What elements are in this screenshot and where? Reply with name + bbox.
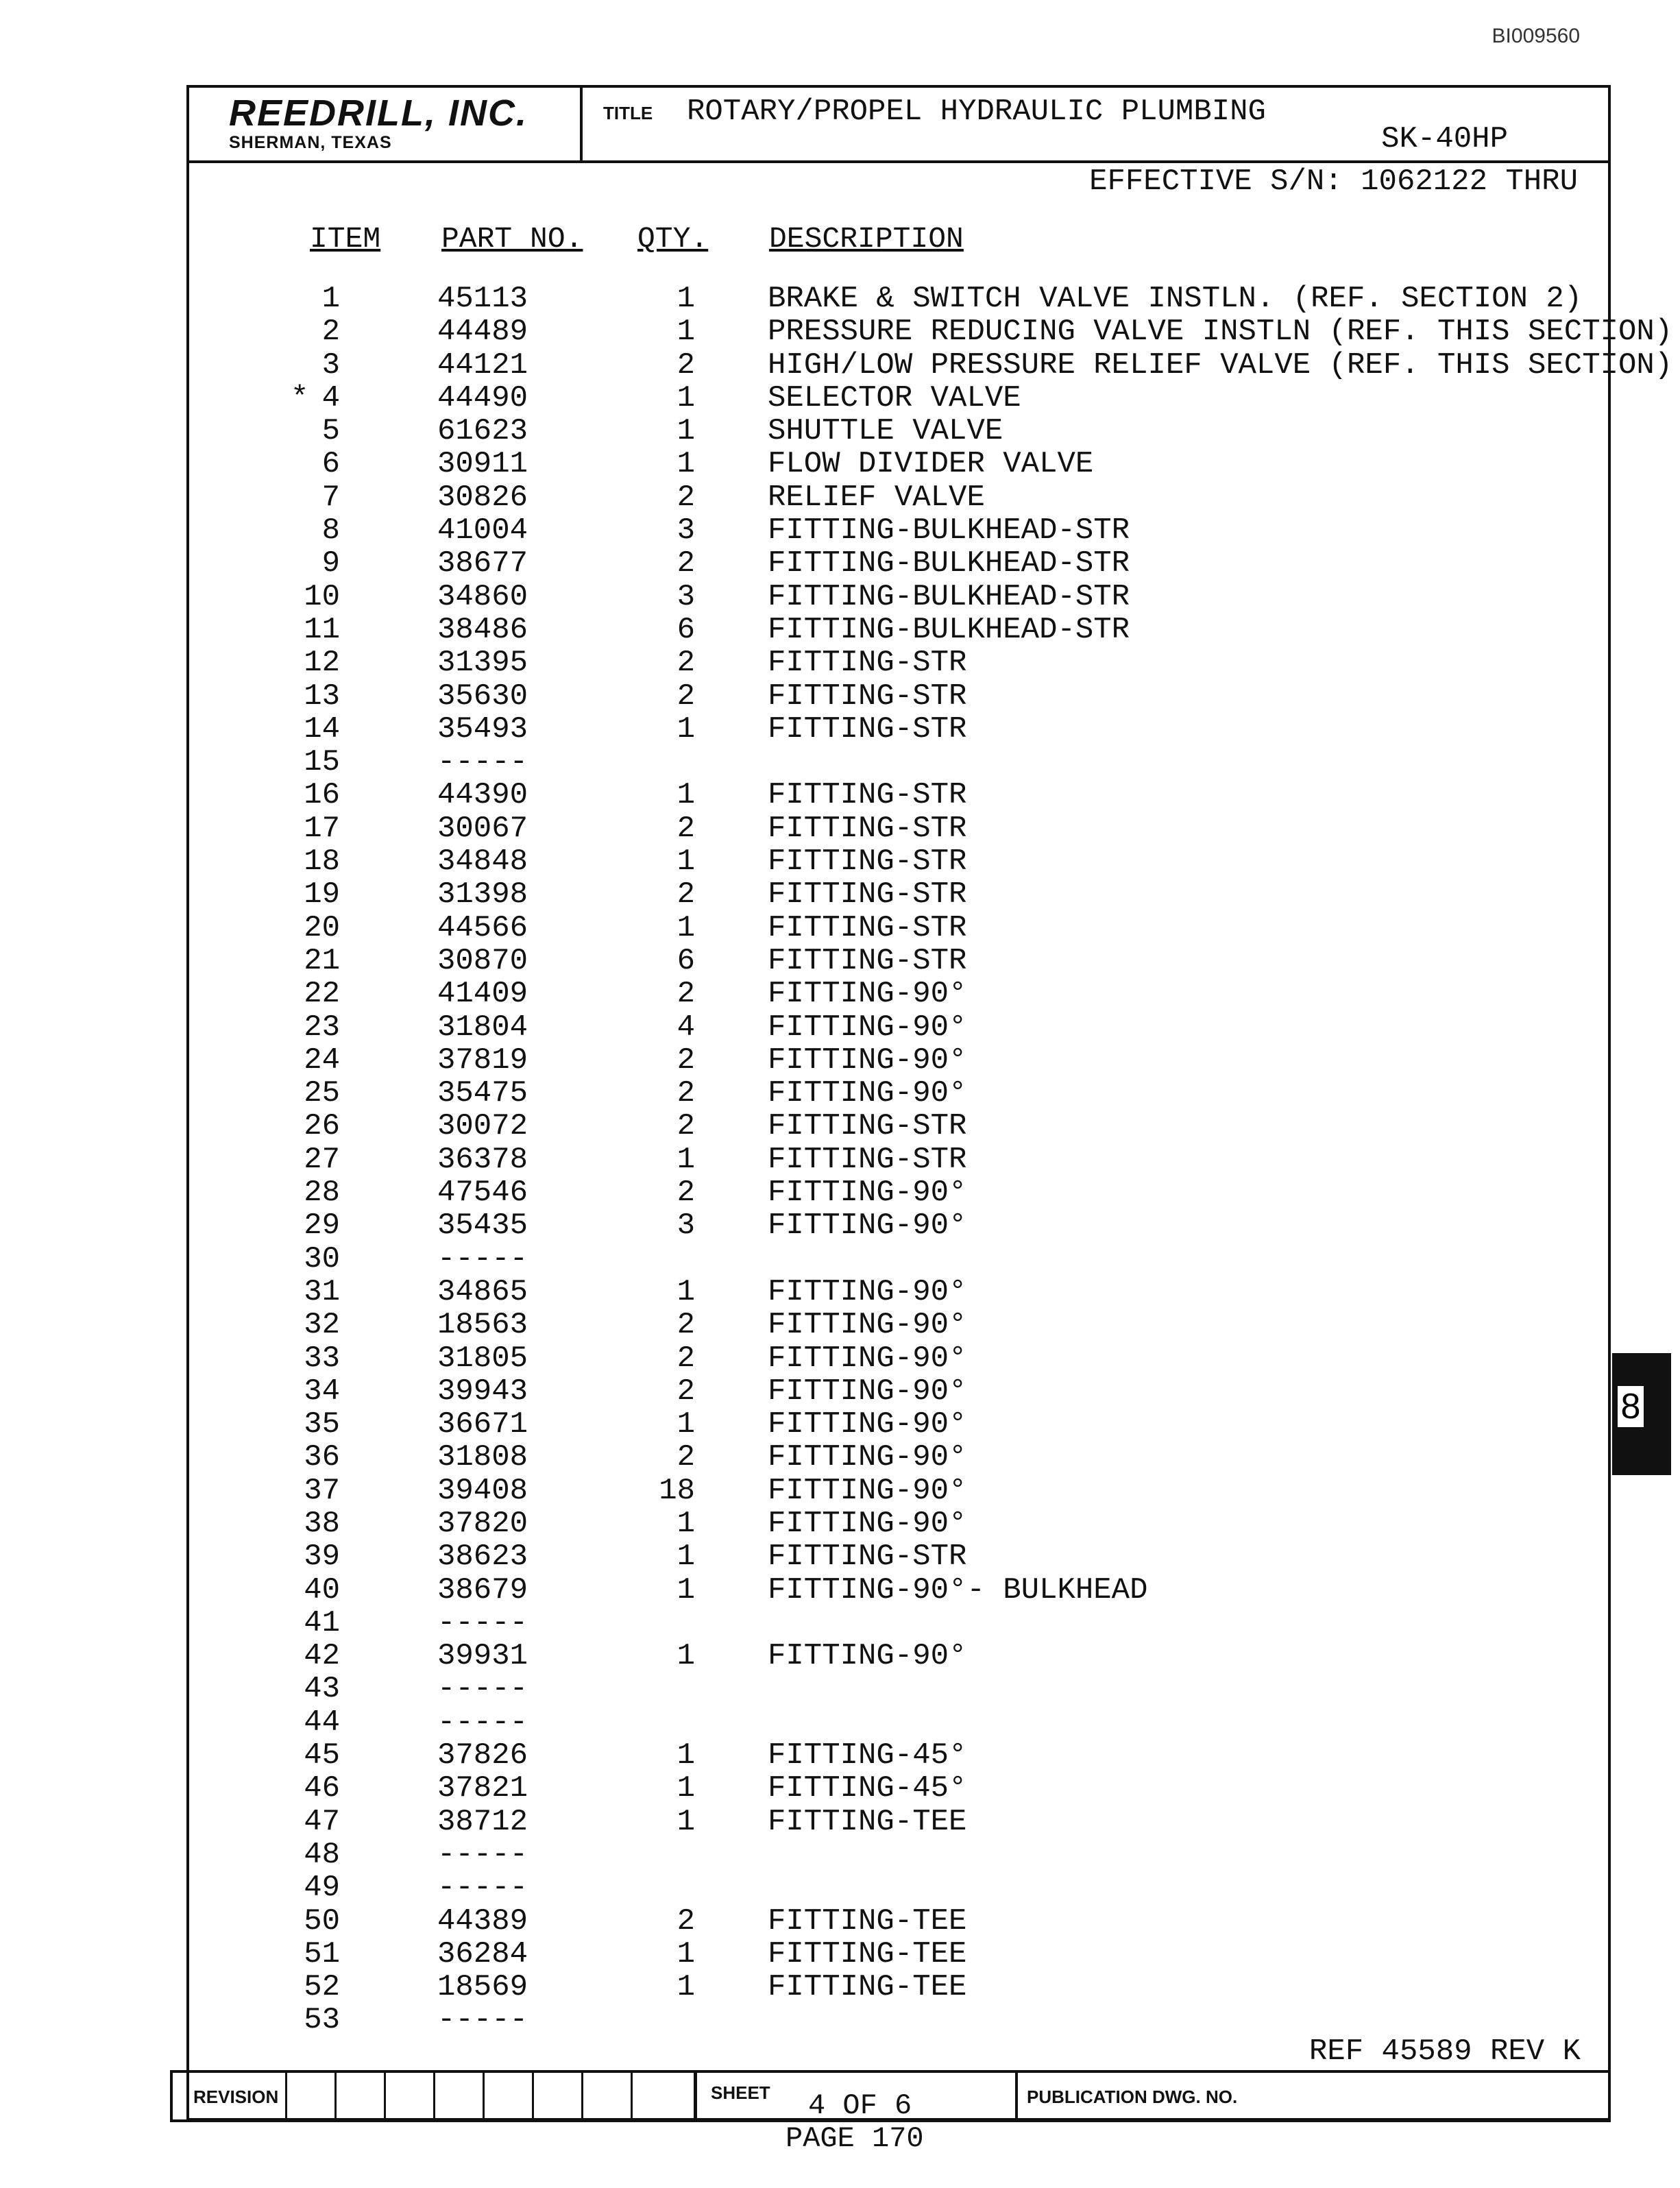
description: BRAKE & SWITCH VALVE INSTLN. (REF. SECTION 2) <box>768 282 1583 316</box>
quantity: 1 <box>677 1970 695 2005</box>
item-number: 23 <box>304 1010 340 1045</box>
table-row <box>189 945 1608 977</box>
description: FITTING-90° <box>768 977 967 1012</box>
part-number: 44490 <box>437 380 528 415</box>
quantity: 1 <box>677 1936 695 1971</box>
table-row <box>189 812 1608 845</box>
part-number: 35475 <box>437 1076 528 1111</box>
quantity: 3 <box>677 579 695 614</box>
part-number: 41004 <box>437 513 528 548</box>
sheet-box <box>694 2073 1018 2122</box>
table-row <box>189 1243 1608 1276</box>
part-number: 37819 <box>437 1043 528 1078</box>
description: FITTING-90° <box>768 1076 967 1111</box>
table-row <box>189 613 1608 646</box>
revision-cell <box>384 2073 435 2119</box>
parts-list-frame <box>186 85 1673 2121</box>
part-number: 18569 <box>437 1970 528 2005</box>
part-number: 37821 <box>437 1771 528 1806</box>
part-number: 45113 <box>437 282 528 316</box>
table-row <box>189 1540 1608 1573</box>
footer-block <box>170 2070 1611 2122</box>
item-number: 38 <box>304 1506 340 1541</box>
quantity: 2 <box>677 546 695 581</box>
table-row <box>189 382 1608 415</box>
table-row <box>189 1077 1608 1110</box>
revision-cell <box>285 2073 337 2119</box>
description: FITTING-45° <box>768 1738 967 1773</box>
item-number: 40 <box>304 1572 340 1607</box>
page-number: PAGE 170 <box>786 2122 924 2155</box>
part-number: 35630 <box>437 679 528 714</box>
quantity: 1 <box>677 1274 695 1309</box>
part-number: 30072 <box>437 1109 528 1144</box>
description: FITTING-TEE <box>768 1804 967 1839</box>
table-row <box>189 713 1608 746</box>
table-row <box>189 845 1608 878</box>
item-number: 52 <box>304 1970 340 2005</box>
item-number: 5 <box>321 414 340 449</box>
item-number: 25 <box>304 1076 340 1111</box>
quantity: 2 <box>677 1176 695 1211</box>
part-number: ----- <box>437 1241 528 1276</box>
item-number: 43 <box>304 1672 340 1707</box>
part-number: 37820 <box>437 1506 528 1541</box>
quantity: 1 <box>677 1506 695 1541</box>
quantity: 1 <box>677 414 695 449</box>
quantity: 18 <box>659 1473 695 1508</box>
table-row <box>189 1408 1608 1441</box>
part-number: 31808 <box>437 1440 528 1475</box>
item-number: 42 <box>304 1639 340 1674</box>
description: FITTING-90° <box>768 1043 967 1078</box>
quantity: 1 <box>677 1771 695 1806</box>
quantity: 2 <box>677 679 695 714</box>
table-row <box>189 746 1608 779</box>
part-number: 38486 <box>437 612 528 647</box>
table-row <box>189 348 1673 382</box>
revision-label: REVISION <box>193 2087 279 2107</box>
part-number: 38712 <box>437 1804 528 1839</box>
table-row <box>189 1441 1608 1474</box>
quantity: 2 <box>677 1440 695 1475</box>
description: FITTING-STR <box>768 910 967 945</box>
description: FITTING-90° <box>768 1440 967 1475</box>
table-row <box>189 1044 1608 1077</box>
quantity: 6 <box>677 943 695 978</box>
part-number: 38677 <box>437 546 528 581</box>
part-number: 44390 <box>437 778 528 813</box>
description: SHUTTLE VALVE <box>768 414 1003 449</box>
table-row <box>189 1143 1608 1176</box>
item-number: 13 <box>304 679 340 714</box>
quantity: 1 <box>677 844 695 879</box>
quantity: 1 <box>677 1804 695 1839</box>
effective-serial: EFFECTIVE S/N: 1062122 THRU <box>1089 165 1578 199</box>
quantity: 1 <box>677 1407 695 1442</box>
company-box <box>189 88 583 160</box>
description: FITTING-90° <box>768 1208 967 1243</box>
table-row <box>189 282 1608 315</box>
description: FITTING-BULKHEAD-STR <box>768 546 1130 581</box>
quantity: 2 <box>677 1904 695 1938</box>
description: FITTING-STR <box>768 1109 967 1144</box>
part-number: 35493 <box>437 712 528 746</box>
description: FITTING-TEE <box>768 1970 967 2005</box>
part-number: ----- <box>437 1605 528 1640</box>
table-row <box>189 1905 1608 1938</box>
revision-cell <box>483 2073 534 2119</box>
item-number: 1 <box>321 282 340 316</box>
table-row <box>189 1110 1608 1143</box>
quantity: 2 <box>677 1043 695 1078</box>
description: FITTING-STR <box>768 811 967 846</box>
model-number: SK-40HP <box>1381 122 1508 156</box>
item-number: 35 <box>304 1407 340 1442</box>
item-number: 11 <box>304 612 340 647</box>
description: PRESSURE REDUCING VALVE INSTLN (REF. THIS SECTION) <box>768 315 1673 350</box>
part-number: 38679 <box>437 1572 528 1607</box>
table-row <box>189 1342 1608 1375</box>
table-row <box>189 1574 1608 1607</box>
part-number: 36284 <box>437 1936 528 1971</box>
description: FITTING-90° <box>768 1639 967 1674</box>
publication-label: PUBLICATION DWG. NO. <box>1027 2087 1238 2107</box>
column-header-qty: QTY. <box>637 222 709 256</box>
quantity: 1 <box>677 1142 695 1177</box>
revision-cell <box>433 2073 485 2119</box>
quantity: 1 <box>677 1738 695 1773</box>
company-name: REEDRILL, INC. <box>229 93 528 134</box>
part-number: 61623 <box>437 414 528 449</box>
part-number: ----- <box>437 1871 528 1906</box>
item-number: 39 <box>304 1540 340 1575</box>
item-number: 51 <box>304 1936 340 1971</box>
part-number: 39943 <box>437 1374 528 1409</box>
quantity: 2 <box>677 1076 695 1111</box>
description: FITTING-90° <box>768 1407 967 1442</box>
table-row <box>189 1209 1608 1242</box>
item-number: 48 <box>304 1837 340 1872</box>
part-number: 47546 <box>437 1176 528 1211</box>
quantity: 4 <box>677 1010 695 1045</box>
quantity: 1 <box>677 712 695 746</box>
part-number: 36671 <box>437 1407 528 1442</box>
item-number: 20 <box>304 910 340 945</box>
table-row <box>189 1309 1608 1341</box>
item-number: 44 <box>304 1705 340 1740</box>
section-tab[interactable] <box>1612 1353 1671 1475</box>
description: RELIEF VALVE <box>768 480 985 515</box>
table-row <box>189 1375 1608 1408</box>
table-row <box>189 1706 1608 1739</box>
table-row <box>189 1507 1608 1540</box>
quantity: 1 <box>677 282 695 316</box>
item-number: 10 <box>304 579 340 614</box>
description: FITTING-90° <box>768 1274 967 1309</box>
part-number: 39931 <box>437 1639 528 1674</box>
item-number: 28 <box>304 1176 340 1211</box>
part-number: 38623 <box>437 1540 528 1575</box>
quantity: 3 <box>677 1208 695 1243</box>
description: FITTING-STR <box>768 712 967 746</box>
item-number: 31 <box>304 1274 340 1309</box>
item-number: 7 <box>321 480 340 515</box>
description: FLOW DIVIDER VALVE <box>768 447 1094 482</box>
item-number: 49 <box>304 1871 340 1906</box>
description: FITTING-BULKHEAD-STR <box>768 612 1130 647</box>
item-number: 47 <box>304 1804 340 1839</box>
part-number: 44389 <box>437 1904 528 1938</box>
part-number: ----- <box>437 745 528 780</box>
item-number: 29 <box>304 1208 340 1243</box>
part-number: 31395 <box>437 646 528 681</box>
part-number: 31805 <box>437 1341 528 1376</box>
item-number: 17 <box>304 811 340 846</box>
quantity: 1 <box>677 380 695 415</box>
quantity: 2 <box>677 1308 695 1343</box>
quantity: 2 <box>677 1109 695 1144</box>
description: FITTING-90° <box>768 1308 967 1343</box>
table-row <box>189 315 1673 350</box>
item-number: 4 <box>321 380 340 415</box>
item-number: 18 <box>304 844 340 879</box>
part-number: 31398 <box>437 877 528 912</box>
table-row <box>189 1838 1608 1871</box>
sheet-number: 4 OF 6 <box>808 2089 912 2122</box>
item-number: 12 <box>304 646 340 681</box>
description: FITTING-STR <box>768 1142 967 1177</box>
description: FITTING-BULKHEAD-STR <box>768 579 1130 614</box>
revision-mark: * <box>291 380 309 415</box>
revision-cell <box>334 2073 386 2119</box>
parts-list <box>189 282 1673 2038</box>
part-number: 31804 <box>437 1010 528 1045</box>
description: FITTING-STR <box>768 943 967 978</box>
table-row <box>189 2004 1608 2037</box>
part-number: 30826 <box>437 480 528 515</box>
part-number: ----- <box>437 2003 528 2038</box>
quantity: 1 <box>677 910 695 945</box>
part-number: 18563 <box>437 1308 528 1343</box>
table-row <box>189 1011 1608 1044</box>
description: SELECTOR VALVE <box>768 380 1021 415</box>
table-row <box>189 680 1608 713</box>
description: FITTING-90° <box>768 1506 967 1541</box>
table-row <box>189 1176 1608 1209</box>
quantity: 3 <box>677 513 695 548</box>
description: FITTING-45° <box>768 1771 967 1806</box>
table-row <box>189 514 1608 547</box>
column-header-part-no: PART NO. <box>441 222 583 256</box>
description: FITTING-TEE <box>768 1936 967 1971</box>
part-number: 30870 <box>437 943 528 978</box>
item-number: 50 <box>304 1904 340 1938</box>
part-number: 39408 <box>437 1473 528 1508</box>
table-row <box>189 415 1608 448</box>
table-row <box>189 481 1608 514</box>
table-row <box>189 547 1608 580</box>
item-number: 9 <box>321 546 340 581</box>
item-number: 2 <box>321 315 340 350</box>
item-number: 21 <box>304 943 340 978</box>
part-number: ----- <box>437 1837 528 1872</box>
part-number: 44489 <box>437 315 528 350</box>
section-tab-number: 8 <box>1618 1386 1644 1427</box>
item-number: 34 <box>304 1374 340 1409</box>
document-id: BI009560 <box>1492 25 1580 47</box>
quantity: 2 <box>677 811 695 846</box>
table-row <box>189 779 1608 812</box>
quantity: 2 <box>677 646 695 681</box>
table-row <box>189 1938 1608 1971</box>
item-number: 27 <box>304 1142 340 1177</box>
quantity: 2 <box>677 348 695 382</box>
item-number: 15 <box>304 745 340 780</box>
revision-cell <box>581 2073 633 2119</box>
description: FITTING-TEE <box>768 1904 967 1938</box>
part-number: 41409 <box>437 977 528 1012</box>
description: FITTING-STR <box>768 844 967 879</box>
item-number: 46 <box>304 1771 340 1806</box>
column-header-item: ITEM <box>310 222 381 256</box>
item-number: 14 <box>304 712 340 746</box>
item-number: 19 <box>304 877 340 912</box>
title-block <box>189 88 1608 163</box>
table-row <box>189 646 1608 679</box>
description: FITTING-BULKHEAD-STR <box>768 513 1130 548</box>
description: FITTING-STR <box>768 679 967 714</box>
table-row <box>189 1640 1608 1673</box>
quantity: 1 <box>677 315 695 350</box>
part-number: 34860 <box>437 579 528 614</box>
part-number: 34865 <box>437 1274 528 1309</box>
quantity: 2 <box>677 480 695 515</box>
description: FITTING-STR <box>768 877 967 912</box>
item-number: 3 <box>321 348 340 382</box>
revision-cell <box>532 2073 583 2119</box>
quantity: 2 <box>677 1341 695 1376</box>
item-number: 53 <box>304 2003 340 2038</box>
table-row <box>189 1971 1608 2004</box>
document-title: ROTARY/PROPEL HYDRAULIC PLUMBING <box>687 95 1266 129</box>
part-number: ----- <box>437 1705 528 1740</box>
item-number: 41 <box>304 1605 340 1640</box>
item-number: 16 <box>304 778 340 813</box>
description: FITTING-STR <box>768 1540 967 1575</box>
quantity: 6 <box>677 612 695 647</box>
company-location: SHERMAN, TEXAS <box>229 133 392 152</box>
quantity: 1 <box>677 447 695 482</box>
title-label: TITLE <box>603 103 653 123</box>
part-number: ----- <box>437 1672 528 1707</box>
part-number: 35435 <box>437 1208 528 1243</box>
item-number: 6 <box>321 447 340 482</box>
item-number: 30 <box>304 1241 340 1276</box>
description: FITTING-STR <box>768 646 967 681</box>
table-row <box>189 1276 1608 1309</box>
item-number: 45 <box>304 1738 340 1773</box>
quantity: 1 <box>677 1572 695 1607</box>
table-row <box>189 878 1608 911</box>
table-row <box>189 1673 1608 1705</box>
part-number: 44566 <box>437 910 528 945</box>
item-number: 33 <box>304 1341 340 1376</box>
column-header-description: DESCRIPTION <box>769 222 964 256</box>
table-row <box>189 1607 1608 1640</box>
reference-revision: REF 45589 REV K <box>1308 2034 1581 2069</box>
item-number: 8 <box>321 513 340 548</box>
part-number: 30067 <box>437 811 528 846</box>
item-number: 32 <box>304 1308 340 1343</box>
revision-cell <box>631 2073 682 2119</box>
table-row <box>189 1772 1608 1805</box>
description: FITTING-90° <box>768 1341 967 1376</box>
quantity: 2 <box>677 977 695 1012</box>
table-row <box>189 1806 1608 1838</box>
part-number: 36378 <box>437 1142 528 1177</box>
table-row <box>189 1871 1608 1904</box>
item-number: 24 <box>304 1043 340 1078</box>
table-row <box>189 1739 1608 1772</box>
quantity: 2 <box>677 1374 695 1409</box>
table-row <box>189 448 1608 481</box>
table-row <box>189 1474 1608 1507</box>
item-number: 37 <box>304 1473 340 1508</box>
table-row <box>189 581 1608 613</box>
part-number: 34848 <box>437 844 528 879</box>
description: FITTING-90° <box>768 1374 967 1409</box>
description: FITTING-90° <box>768 1010 967 1045</box>
description: FITTING-STR <box>768 778 967 813</box>
item-number: 36 <box>304 1440 340 1475</box>
item-number: 26 <box>304 1109 340 1144</box>
sheet-label: SHEET <box>711 2082 770 2103</box>
quantity: 1 <box>677 778 695 813</box>
part-number: 37826 <box>437 1738 528 1773</box>
quantity: 1 <box>677 1639 695 1674</box>
item-number: 22 <box>304 977 340 1012</box>
quantity: 1 <box>677 1540 695 1575</box>
quantity: 2 <box>677 877 695 912</box>
description: FITTING-90° <box>768 1473 967 1508</box>
table-row <box>189 977 1608 1010</box>
description: HIGH/LOW PRESSURE RELIEF VALVE (REF. THIS SECTION) <box>768 348 1673 382</box>
description: FITTING-90°- BULKHEAD <box>768 1572 1148 1607</box>
part-number: 30911 <box>437 447 528 482</box>
description: FITTING-90° <box>768 1176 967 1211</box>
part-number: 44121 <box>437 348 528 382</box>
table-row <box>189 912 1608 945</box>
